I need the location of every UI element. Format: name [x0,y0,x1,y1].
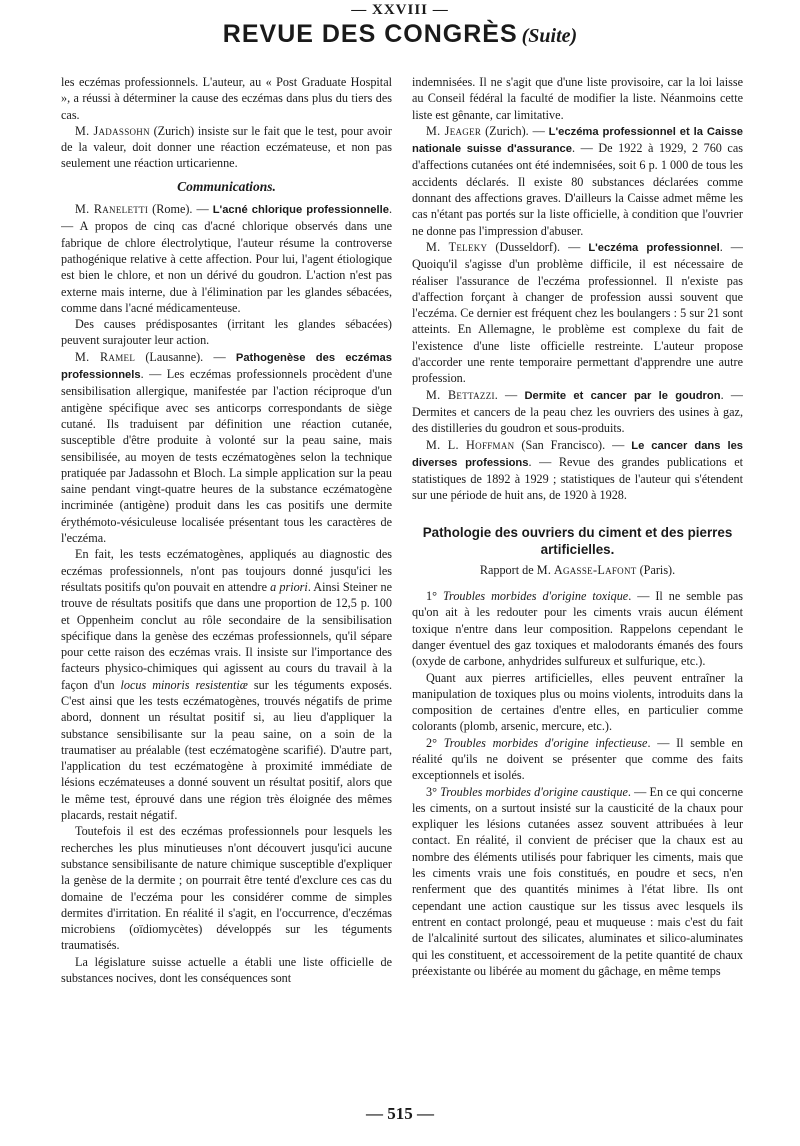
author-name: M. Jeager [426,123,482,138]
right-column [412,74,743,1086]
running-head-title: REVUE DES CONGRÈS [222,20,518,48]
paragraph: M. L. Hoffman (San Francisco). — Le cancer dans les diverses professions. — Revue des grandes publications et statistiques de 1892 à 1929 ; statistiques de l'auteur qui s'étendent sur une période de huit ans, de 1920 à 1928. [412,437,743,503]
section-title: Pathologie des ouvriers du ciment et des pierres artificielles. [422,524,733,557]
author-name: M. Ramel [75,349,136,364]
paragraph: M. Teleky (Dusseldorf). — L'eczéma professionnel. — Quoiqu'il s'agisse d'un problème difficile, il est nécessaire de réaliser l'assurance de l'eczéma professionnel. Il n'existe pas d'affection forçant à changer de profession aussi souvent que l'eczéma. Ce dernier est fréquent chez les boulangers : 5 sur 21 sont atteints. En Allemagne, le problème est complexe du fait de l'existence d'une liste officielle restreinte. L'auteur propose d'accorder une rente temporaire permettant d'apprendre une autre profession. [412,239,743,386]
author-name: M. L. Hoffman [426,437,515,452]
author-name: M. Raneletti [75,202,149,217]
running-head [0,20,800,49]
paragraph: les eczémas professionnels. L'auteur, au « Post Graduate Hospital », a réussi à déterminer la cause des eczémas dans plus du tiers des cas. [61,75,392,122]
author-name: M. Teleky [426,239,488,254]
communication-title: L'acné chlorique professionnelle [212,204,389,217]
paragraph: 2° Troubles morbides d'origine infectieuse. — Il semble en réalité qu'ils ne doivent se présenter que comme des faits exceptionnels et isolés. [412,735,743,783]
rapport-line: Rapport de M. Agasse-Lafont (Paris). [479,562,676,577]
roman-folio: — XXVIII — [351,2,449,18]
communication-title: Dermite et cancer par le goudron [524,389,721,402]
communication-title: L'eczéma professionnel [588,241,720,254]
page-number: — 515 — [366,1104,434,1123]
paragraph: Toutefois il est des eczémas professionnels pour lesquels les recherches les plus minutieuses n'ont découvert jusqu'ici aucune substance sensibilisante de nature chimique susceptible d'expliquer la genèse de la dermite ; on pourrait être tenté d'exclure ces cas du domaine de l'eczéma pour les considérer comme de simples dermites d'irritation. En réalité il s'agit, en l'occurrence, d'eczémas microbiens (oïdiomycètes) développés sur les téguments traumatisés. [61,824,392,953]
paragraph: indemnisées. Il ne s'agit que d'une liste provisoire, car la loi laisse au Conseil fédéral la faculté de modifier la liste. Néanmoins cette liste est gênante, car limitative. [412,75,743,122]
communication-title: Le cancer dans les diverses professions [412,439,743,469]
communication-title: Pathogenèse des eczémas professionnels [61,351,392,382]
left-column [61,74,392,1086]
communication-title: L'eczéma professionnel et la Caisse nationale suisse d'assurance [412,125,743,156]
paragraph: M. Jadassohn (Zurich) insiste sur le fait que le test, pour avoir de la valeur, doit donner une réaction eczémateuse, et non pas seulement une réaction urticarienne. [61,123,392,171]
paragraph: M. Raneletti (Rome). — L'acné chlorique professionnelle. — A propos de cinq cas d'acné chlorique observés dans une fabrique de chlore électrolytique, l'auteur résume la controverse pathogénique relative à cette affection. Pour lui, l'agent étiologique est bien le chlore, et non un dérivé du goudron. L'action n'est pas externe mais interne, due à l'élimination par les glandes sébacées, comme dans l'acné médicamenteuse. [61,202,392,315]
paragraph: Quant aux pierres artificielles, elles peuvent entraîner la manipulation de toxiques plus ou moins violents, introduits dans la composition de certaines d'entre elles, en particulier comme colorants (plomb, arsenic, mercure, etc.). [412,670,743,734]
paragraph: Des causes prédisposantes (irritant les glandes sébacées) peuvent surajouter leur action. [61,317,392,348]
communications-heading: Communications. [177,178,276,194]
paragraph: M. Ramel (Lausanne). — Pathogenèse des eczémas professionnels. — Les eczémas professionnels procèdent d'une sensibilisation allergique, manifestée par l'action réciproque d'un antigène spécifique avec ses anticorps correspondants de siège cutané. Ils traduisent par définition une réaction cutanée, susceptible d'être produite à volonté sur la peau saine, mais sensibilisée, au moyen de tests eczématogènes selon la technique pratiquée par Jadassohn et Bloch. La simple application sur la peau saine pendant vingt-quatre heures de la substance eczématogène incriminée (antigène) produit dans les cas positifs une dermite érythémoto-vésiculeuse localisée présentant tous les caractères de l'eczéma. [61,349,392,546]
author-name: M. Agasse-Lafont [536,562,637,577]
author-name: M. Jadassohn [75,123,150,138]
paragraph: 1° Troubles morbides d'origine toxique. — Il ne semble pas qu'on ait à les redouter pour les ciments vrais aucun élément toxique n'entre dans leur composition. Rappelons cependant le danger éventuel des gaz toxiques et malodorants émanés des fours (oxyde de carbone, anhydrides sulfureux et sulfurique, etc.). [412,589,743,669]
paragraph: M. Bettazzi. — Dermite et cancer par le goudron. — Dermites et cancers de la peau chez les ouvriers des usines à gaz, des distilleries du goudron et sous-produits. [412,387,743,436]
paragraph: La législature suisse actuelle a établi une liste officielle de substances nocives, dont les conséquences sont [61,954,392,986]
paragraph: En fait, les tests eczématogènes, appliqués au diagnostic des eczémas professionnels, n'ont pas toujours donné jusqu'ici les résultats positifs qu'on pouvait en attendre a priori. Ainsi Steiner ne trouve de résultats positifs que dans une proportion de 12,5 p. 100 et Oppenheim conclut au rôle secondaire de la sensibilisation spécifique dans la genèse des eczémas professionnels, qu'il sépare pour cette raison des eczémas vrais. Il insiste sur l'importance des facteurs physico-chimiques qui agissent au cours du travail à la façon d'un locus minoris resistentiæ sur les téguments exposés. C'est ainsi que les tests eczématogènes, trouvés négatifs de prime abord, donnent un résultat positif si, au lieu d'appliquer la substance sensibilisante sur la peau saine, on a soin de la traumatiser au préalable (test eczématogène scarifié). D'autre part, l'application du test eczématogène à proximité immédiate de lésions eczémateuses a donné souvent un résultat positif, alors que le même test, éprouvé dans une région très éloignée des mêmes placards, restait négatif. [61,547,392,823]
running-head-suite: (Suite) [521,25,578,47]
paragraph: 3° Troubles morbides d'origine caustique. — En ce qui concerne les ciments, on a surtout insisté sur la causticité de la chaux pour expliquer les lésions cutanées assez souvent attribuées à leur contact. En réalité, il convient de préciser que la chaux est au nombre des éléments utilisés pour fabriquer les ciments, mais que les ciments vrais une fois constitués, en poudre et secs, n'en renferment que des quantités minimes à l'état libre. Ils ont cependant une action caustique sur les tissus avec lesquels ils entrent en contact prolongé, peau et muqueuse : mais c'est du fait de l'alcalinité surtout des silicates, aluminates et silico-aluminates qui les constituent, et accessoirement de la petite quantité de chaux préexistante ou libérée au moment du gâchage, en même temps [412,784,743,978]
paragraph: M. Jeager (Zurich). — L'eczéma professionnel et la Caisse nationale suisse d'assurance. — De 1922 à 1929, 2 760 cas d'affections cutanées ont été indemnisées, soit 6 p. 1 000 de tous les accidents déclarés. Il existe 80 substances déclarées comme donnant des affections graves. D'ailleurs la Caisse admet même les cas n'étant pas portés sur la liste officielle, à condition que l'ouvrier ne donne pas l'impression d'abuser. [412,123,743,238]
author-name: M. Bettazzi [426,387,495,402]
